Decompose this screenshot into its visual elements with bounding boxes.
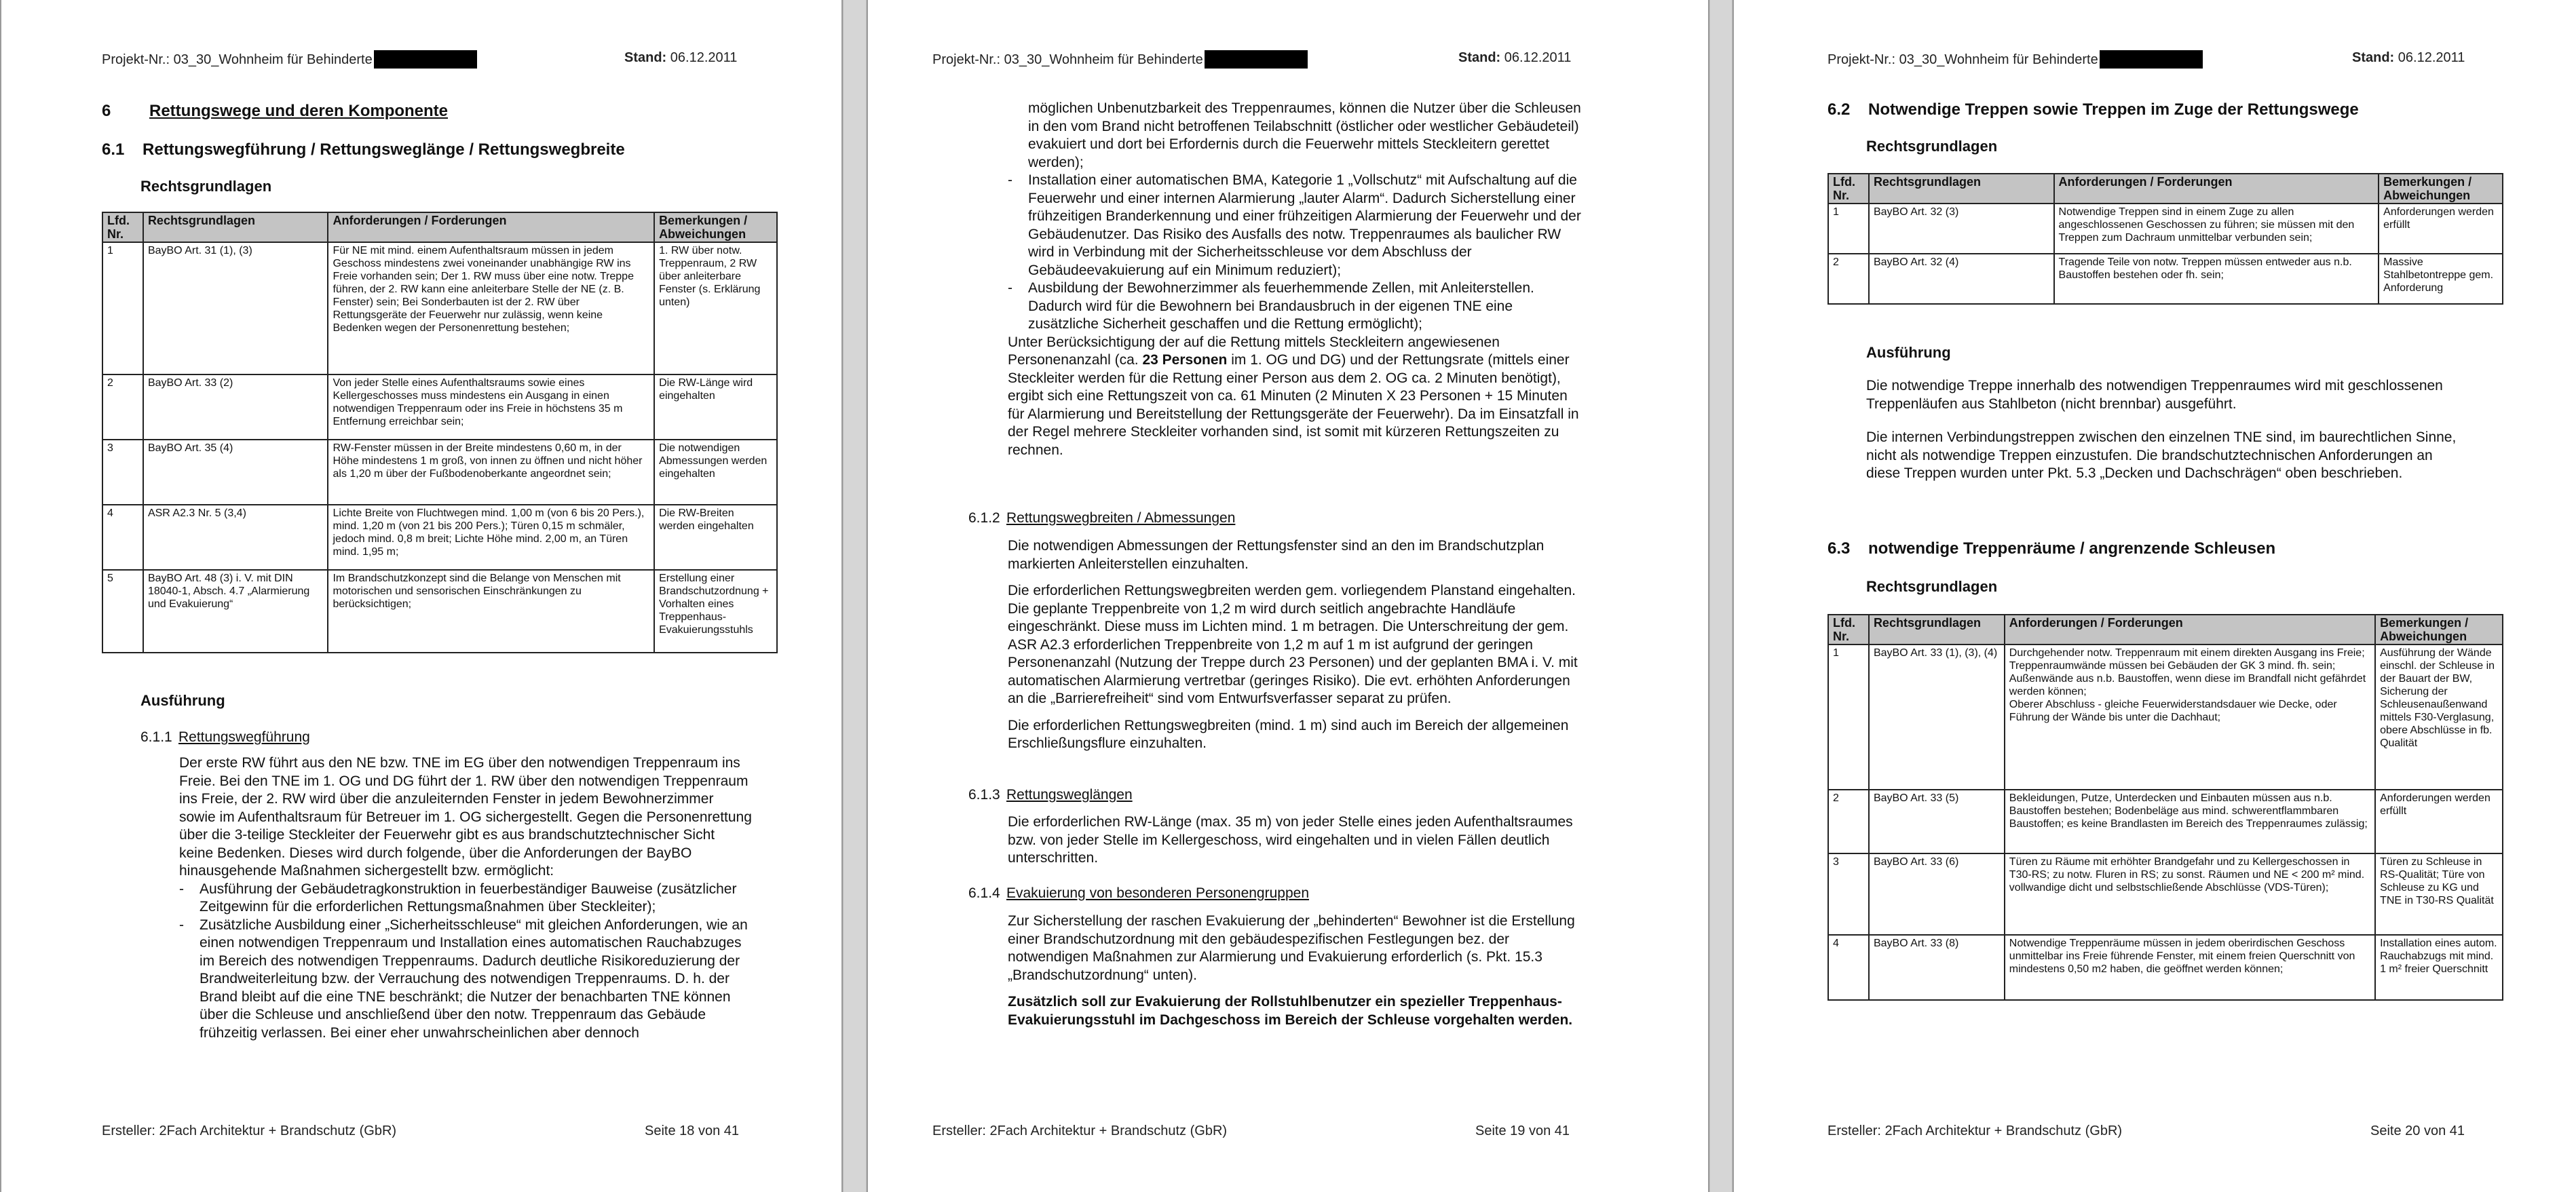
rechtsgrundlagen-label: Rechtsgrundlagen xyxy=(140,178,272,195)
paragraph: Die erforderlichen Rettungswegbreiten werden gem. vorliegendem Planstand eingehalten. Die geplante Treppenbreite von 1,2 m wird durch seitlich angebrachte Handläufe eingeschränkt. Diese muss im Lichten mind. 1 m betragen. Die Unterschreitung der gem. ASR A2.3 erforderlichen Treppenbreite von 1,2 m auf 1 m ist aufgrund der geringen Personenanzahl (Nutzung der Treppe durch 23 Personen) und der geplanten BMA i. V. mit automatischen Alarmierung vertretbar (geringes Risiko). Die evt. erhöhten Anforderungen an die „Barrierefreiheit“ sind vom Entwurfsverfasser separat zu prüfen. xyxy=(1008,583,1578,706)
subsection-6-1-1-heading: 6.1.1 Rettungswegführung xyxy=(140,729,310,745)
subsection-6-1-3-heading: 6.1.3 Rettungsweglängen xyxy=(968,787,1133,803)
stand-date: 06.12.2011 xyxy=(2398,50,2465,65)
regulations-table-6-1 xyxy=(102,212,778,653)
rettungswegfuehrung-text xyxy=(179,754,753,1042)
paragraph: Die erforderlichen Rettungswegbreiten (mind. 1 m) sind auch im Bereich der allgemeinen Erschließungsflure einzuhalten. xyxy=(1008,717,1569,751)
paragraph: möglichen Unbenutzbarkeit des Treppenraumes, können die Nutzer über die Schleusen in den vom Brand nicht betroffenen Teilabschnitt (östlicher oder westlicher Gebäudeteil) evakuiert und dort bei Erfordernis durch die Feuerwehr mittels Steckleitern gerettet werden); xyxy=(1028,100,1581,170)
rechtsgrundlagen-label: Rechtsgrundlagen xyxy=(1866,138,1998,155)
paragraph: Die notwendigen Abmessungen der Rettungsfenster sind an den im Brandschutzplan markierten Anleiterstellen einzuhalten. xyxy=(1008,538,1545,572)
page-number: Seite 20 von 41 xyxy=(2370,1123,2465,1138)
subsection-6-1-4-heading: 6.1.4 Evakuierung von besonderen Personengruppen xyxy=(968,885,1309,901)
stand-label: Stand: xyxy=(1458,50,1501,65)
project-number: Projekt-Nr.: 03_30_Wohnheim für Behinderte xyxy=(1827,52,2098,67)
list-item: - Installation einer automatischen BMA, Kategorie 1 „Vollschutz“ mit Aufschaltung auf die Feuerwehr und einer internen Alarmierung „lauter Alarm“. Dadurch Sicherstellung einer frühzeitigen Branderkennung und einer frühzeitigen Alarmierung der Feuerwehr und der Gebäudenutzer. Das Risiko des Ausfalls des notw. Treppenraumes als baulicher RW wird in Verbindung mit der Sicherheitsschleuse vor dem Abschluss der Gebäudeevakuierung auf ein Minimum reduziert); xyxy=(1008,172,1581,278)
list-item: - Zusätzliche Ausbildung einer „Sicherheitsschleuse“ mit gleichen Anforderungen, wie an einen notwendigen Treppenraum und Installation eines automatischen Rauchabzuges im Bereich des notwendigen Treppenraums. Dadurch deutliche Risikoreduzierung der Brandweiterleitung bzw. der Verrauchung des notwendigen Treppenraums. D. h. der Brand bleibt auf die eine TNE beschränkt; die Nutzer der benachbarten TNE können über die Schleuse und anschließend über den notw. Treppenraum das Gebäude frühzeitig verlassen. Bei einer eher unwahrscheinlichen aber dennoch xyxy=(179,917,748,1041)
abmessungen-text xyxy=(1008,537,1581,753)
table-row: 2 BayBO Art. 32 (4) Tragende Teile von notw. Treppen müssen entweder aus n.b. Baustoffen bestehen oder fh. sein; Massive Stahlbetontreppe gem. Anforderung xyxy=(1828,254,2503,304)
footer-creator: Ersteller: 2Fach Architektur + Brandschutz (GbR) xyxy=(102,1123,397,1138)
project-number: Projekt-Nr.: 03_30_Wohnheim für Behinderte xyxy=(932,52,1203,67)
stand-date: 06.12.2011 xyxy=(670,50,738,65)
page-18 xyxy=(0,0,843,1192)
section-6-3-heading: 6.3 notwendige Treppenräume / angrenzende Schleusen xyxy=(1827,539,2276,558)
redaction-bar xyxy=(2100,50,2203,69)
table-row: 4 BayBO Art. 33 (8) Notwendige Treppenräume müssen in jedem oberirdischen Geschoss unmittelbar ins Freie führende Fenster, mit einem freien Querschnitt von mindestens 0,50 m2 haben, die geöffnet werden können; Installation eines autom. Rauchabzugs mit mind. 1 m² freier Querschnitt xyxy=(1828,935,2503,1000)
page-number: Seite 19 von 41 xyxy=(1475,1123,1570,1138)
table-row: 1 BayBO Art. 32 (3) Notwendige Treppen sind in einem Zuge zu allen angeschlossenen Geschossen zu führen; sie müssen mit den Treppen zum Dachraum unmittelbar verbunden sein; Anforderungen werden erfüllt xyxy=(1828,204,2503,254)
stand-label: Stand: xyxy=(624,50,667,65)
paragraph: Zusätzlich soll zur Evakuierung der Rollstuhlbenutzer ein spezieller Treppenhaus-Evakuierungsstuhl im Dachgeschoss im Bereich der Schleuse vorgehalten werden. xyxy=(1008,994,1573,1028)
paragraph: Zur Sicherstellung der raschen Evakuierung der „behinderten“ Bewohner ist die Erstellung einer Brandschutzordnung mit den gebäudespezifischen Festlegungen bez. der notwendigen Maßnahmen zur Alarmierung und Evakuierung erforderlich (s. Pkt. 15.3 „Brandschutzordnung“ unten). xyxy=(1008,913,1575,983)
paragraph: Die notwendige Treppe innerhalb des notwendigen Treppenraumes wird mit geschlossenen Treppenläufen aus Stahlbeton (nicht brennbar) ausgeführt. xyxy=(1866,378,2443,412)
page-20 xyxy=(1732,0,2576,1192)
treppen-text xyxy=(1866,377,2463,483)
table-row: 2 BayBO Art. 33 (5) Bekleidungen, Putze, Unterdecken und Einbauten müssen aus n.b. Baustoffen bestehen; Bodenbeläge aus mind. schwerentflammbaren Baustoffen; es keine Brandlasten im Bereich des Treppenraumes zulässig; Anforderungen werden erfüllt xyxy=(1828,790,2503,853)
ausfuehrung-heading: Ausführung xyxy=(140,692,225,709)
table-header-row: Lfd. Nr. Rechtsgrundlagen Anforderungen / Forderungen Bemerkungen / Abweichungen xyxy=(102,212,777,242)
table-header-row: Lfd. Nr. Rechtsgrundlagen Anforderungen / Forderungen Bemerkungen / Abweichungen xyxy=(1828,174,2503,204)
table-row: 3 BayBO Art. 35 (4) RW-Fenster müssen in der Breite mindestens 0,60 m, in der Höhe mindestens 1 m groß, von innen zu öffnen und nicht höher als 1,20 m über der Fußbodenoberkante angeordnet sein; Die notwendigen Abmessungen werden eingehalten xyxy=(102,440,777,505)
list-item: - Ausbildung der Bewohnerzimmer als feuerhemmende Zellen, mit Anleiterstellen. Dadurch wird für die Bewohnern bei Brandausbruch in der eigenen TNE eine zusätzliche Sicherheit geschaffen und die Rettung ermöglicht); xyxy=(1008,280,1534,332)
page-19 xyxy=(867,0,1709,1192)
paragraph: Der erste RW führt aus den NE bzw. TNE im EG über den notwendigen Treppenraum ins Freie. Bei den TNE im 1. OG und DG führt der 1. RW über den notwendigen Treppenraum ins Freie, der 2. RW wird über die anzuleiternden Fenster in jedem Bewohnerzimmer sowie im Aufenthaltsraum für Betreuer im 1. OG sichergestellt. Gegen die Personenrettung über die 3-teilige Steckleiter der Feuerwehr gibt es aus brandschutztechnischer Sicht keine Bedenken. Dieses wird durch folgende, über die Anforderungen der BayBO hinausgehende Maßnahmen sichergestellt bzw. ermöglicht: xyxy=(179,755,752,879)
section-6-1-heading: 6.1 Rettungswegführung / Rettungsweglänge / Rettungswegbreite xyxy=(102,140,625,159)
regulations-table-6-3 xyxy=(1827,614,2503,1001)
table-row: 2 BayBO Art. 33 (2) Von jeder Stelle eines Aufenthaltsraums sowie eines Kellergeschosses muss mindestens ein Ausgang in einen notwendigen Treppenraum oder ins Freie in höchstens 35 m Entfernung erreichbar sein; Die RW-Länge wird eingehalten xyxy=(102,374,777,440)
ausfuehrung-heading: Ausführung xyxy=(1866,344,1951,361)
table-row: 3 BayBO Art. 33 (6) Türen zu Räume mit erhöhter Brandgefahr und zu Kellergeschossen in T30-RS; zu notw. Fluren in RS; zu sonst. Räumen und NE < 200 m² mind. vollwandige dicht und selbstschließende Abschlüsse (VDS-Türen); Türen zu Schleuse in RS-Qualität; Türe von Schleuse zu KG und TNE in T30-RS Qualität xyxy=(1828,853,2503,935)
table-row: 1 BayBO Art. 33 (1), (3), (4) Durchgehender notw. Treppenraum mit einem direkten Ausgang ins Freie; Treppenraumwände müssen bei Gebäuden der GK 3 mind. fh. sein; Außenwände aus n.b. Baustoffen, wenn diese im Brandfall nicht gefährdet werden können; Oberer Abschluss - gleiche Feuerwiderstandsdauer wie Decke, oder Führung der Wände bis unter die Dachhaut; Ausführung der Wände einschl. der Schleuse in der Bauart der BW, Sicherung der Schleusenaußenwand mittels F30-Verglasung, obere Abschlüsse in fb. Qualität xyxy=(1828,645,2503,790)
section-6-heading: 6 Rettungswege und deren Komponente xyxy=(102,102,449,120)
table-row: 4 ASR A2.3 Nr. 5 (3,4) Lichte Breite von Fluchtwegen mind. 1,00 m (von 6 bis 20 Pers.), mind. 1,20 m (von 21 bis 200 Pers.); Türen 0,15 m schmäler, jedoch mind. 0,8 m breit; Lichte Höhe mind. 2,00 m, an Türen mind. 1,95 m; Die RW-Breiten werden eingehalten xyxy=(102,505,777,570)
table-row: 1 BayBO Art. 31 (1), (3) Für NE mit mind. einem Aufenthaltsraum müssen in jedem Geschoss mindestens zwei voneinander unabhängige RW ins Freie vorhanden sein; Der 1. RW muss über eine notw. Treppe führen, der 2. RW kann eine anleiterbare Stelle der NE (z. B. Fenster) sein; Bei Sonderbauten ist der 2. RW über Rettungsgeräte der Feuerwehr nur zulässig, wenn keine Bedenken wegen der Personenrettung bestehen; 1. RW über notw. Treppenraum, 2 RW über anleiterbare Fenster (s. Erklärung unten) xyxy=(102,242,777,374)
section-6-2-heading: 6.2 Notwendige Treppen sowie Treppen im Zuge der Rettungswege xyxy=(1827,100,2359,119)
continuation-text xyxy=(1008,100,1581,459)
stand-label: Stand: xyxy=(2352,50,2395,65)
project-number: Projekt-Nr.: 03_30_Wohnheim für Behinderte xyxy=(102,52,373,67)
rettungsweglaengen-text: Die erforderlichen RW-Länge (max. 35 m) von jeder Stelle eines jeden Aufenthaltsraumes bzw. von jeder Stelle im Kellergeschoss, wird eingehalten und in vielen Fällen deutlich unterschritten. xyxy=(1008,814,1573,866)
redaction-bar xyxy=(374,50,477,69)
footer-creator: Ersteller: 2Fach Architektur + Brandschutz (GbR) xyxy=(1827,1123,2123,1138)
evakuierung-text xyxy=(1008,912,1581,1029)
paragraph: Die internen Verbindungstreppen zwischen den einzelnen TNE sind, im baurechtlichen Sinne, nicht als notwendige Treppen einzustufen. Die brandschutztechnischen Anforderungen an diese Treppen wurden unter Pkt. 5.3 „Decken und Dachschrägen“ oben beschrieben. xyxy=(1866,429,2457,481)
paragraph: Unter Berücksichtigung der auf die Rettung mittels Steckleitern angewiesenen Personenanzahl (ca. 23 Personen im 1. OG und DG) und der Rettungsrate (mittels einer Steckleiter werden für die Rettung einer Person aus dem 2. OG ca. 2 Minuten benötigt), ergibt sich eine Rettungszeit von ca. 61 Minuten (2 Minuten X 23 Personen + 15 Minuten für Alarmierung und Bereitstellung der Rettungsgeräte der Feuerwehr). Da im Einsatzfall in der Regel mehrere Steckleiter vorhanden sind, ist somit mit kürzeren Rettungszeiten zu rechnen. xyxy=(1008,334,1579,458)
table-header-row: Lfd. Nr. Rechtsgrundlagen Anforderungen / Forderungen Bemerkungen / Abweichungen xyxy=(1828,615,2503,645)
page-number: Seite 18 von 41 xyxy=(645,1123,739,1138)
footer-creator: Ersteller: 2Fach Architektur + Brandschutz (GbR) xyxy=(932,1123,1228,1138)
rechtsgrundlagen-label-2: Rechtsgrundlagen xyxy=(1866,578,1998,595)
redaction-bar xyxy=(1205,50,1308,69)
table-row: 5 BayBO Art. 48 (3) i. V. mit DIN 18040-1, Absch. 4.7 „Alarmierung und Evakuierung“ Im Brandschutzkonzept sind die Belange von Menschen mit motorischen und sensorischen Einschränkungen zu berücksichtigen; Erstellung einer Brandschutzordnung + Vorhalten eines Treppenhaus-Evakuierungsstuhls xyxy=(102,570,777,653)
regulations-table-6-2 xyxy=(1827,173,2503,305)
list-item: - Ausführung der Gebäudetragkonstruktion in feuerbeständiger Bauweise (zusätzlicher Zeitgewinn für die erforderlichen Rettungsmaßnahmen über Steckleiter); xyxy=(179,881,737,915)
subsection-6-1-2-heading: 6.1.2 Rettungswegbreiten / Abmessungen xyxy=(968,510,1236,526)
stand-date: 06.12.2011 xyxy=(1504,50,1572,65)
